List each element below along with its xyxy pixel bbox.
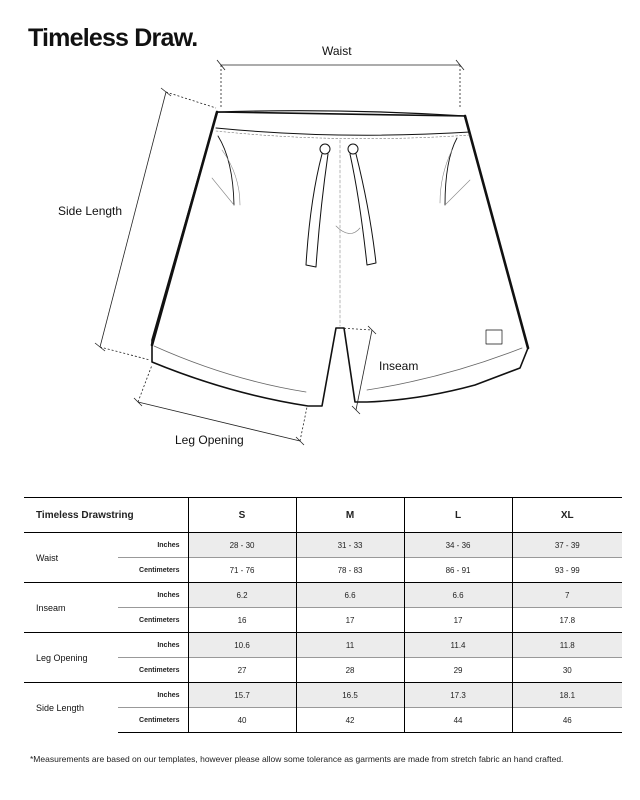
table-cell: 10.6 — [188, 633, 296, 658]
side-length-measure-line — [100, 92, 166, 347]
leg-opening-label: Leg Opening — [175, 433, 244, 447]
table-cell: 93 - 99 — [512, 558, 622, 583]
table-row — [24, 583, 622, 608]
size-header-m: M — [296, 498, 404, 533]
metric-label-side-length: Side Length — [24, 683, 118, 733]
table-cell: 30 — [512, 658, 622, 683]
table-cell: 6.2 — [188, 583, 296, 608]
table-cell: 37 - 39 — [512, 533, 622, 558]
table-cell: 71 - 76 — [188, 558, 296, 583]
table-cell: 15.7 — [188, 683, 296, 708]
table-cell: 17.8 — [512, 608, 622, 633]
brand-logo: Timeless Draw. — [28, 24, 198, 52]
table-cell: 27 — [188, 658, 296, 683]
table-cell: 86 - 91 — [404, 558, 512, 583]
table-cell: 17.3 — [404, 683, 512, 708]
table-cell: 34 - 36 — [404, 533, 512, 558]
table-cell: 28 — [296, 658, 404, 683]
table-row — [24, 533, 622, 558]
table-cell: 46 — [512, 708, 622, 733]
size-chart-table — [24, 497, 622, 733]
table-cell: 17 — [404, 608, 512, 633]
table-cell: 17 — [296, 608, 404, 633]
table-cell: 11 — [296, 633, 404, 658]
unit-label: Inches — [118, 683, 188, 708]
table-row — [24, 683, 622, 708]
size-header-s: S — [188, 498, 296, 533]
size-header-l: L — [404, 498, 512, 533]
inseam-label: Inseam — [379, 359, 419, 373]
table-title: Timeless Drawstring — [24, 498, 188, 533]
waist-label: Waist — [322, 44, 352, 58]
inseam-measure-line — [356, 330, 372, 410]
table-cell: 6.6 — [296, 583, 404, 608]
table-cell: 16.5 — [296, 683, 404, 708]
table-cell: 44 — [404, 708, 512, 733]
metric-label-leg-opening: Leg Opening — [24, 633, 118, 683]
table-cell: 11.4 — [404, 633, 512, 658]
table-cell: 42 — [296, 708, 404, 733]
footnote: *Measurements are based on our templates, however please allow some tolerance as garments are made from stretch fabric an hand crafted. — [30, 754, 564, 764]
unit-label: Inches — [118, 533, 188, 558]
table-cell: 18.1 — [512, 683, 622, 708]
table-cell: 6.6 — [404, 583, 512, 608]
table-row — [24, 633, 622, 658]
table-cell: 40 — [188, 708, 296, 733]
table-header-row — [24, 498, 622, 533]
unit-label: Centimeters — [118, 708, 188, 733]
table-cell: 78 - 83 — [296, 558, 404, 583]
table-cell: 29 — [404, 658, 512, 683]
table-cell: 11.8 — [512, 633, 622, 658]
unit-label: Centimeters — [118, 608, 188, 633]
size-header-xl: XL — [512, 498, 622, 533]
side-length-label: Side Length — [58, 204, 123, 218]
unit-label: Centimeters — [118, 558, 188, 583]
table-cell: 16 — [188, 608, 296, 633]
table-cell: 28 - 30 — [188, 533, 296, 558]
table-cell: 31 - 33 — [296, 533, 404, 558]
unit-label: Centimeters — [118, 658, 188, 683]
unit-label: Inches — [118, 583, 188, 608]
metric-label-waist: Waist — [24, 533, 118, 583]
metric-label-inseam: Inseam — [24, 583, 118, 633]
table-cell: 7 — [512, 583, 622, 608]
unit-label: Inches — [118, 633, 188, 658]
